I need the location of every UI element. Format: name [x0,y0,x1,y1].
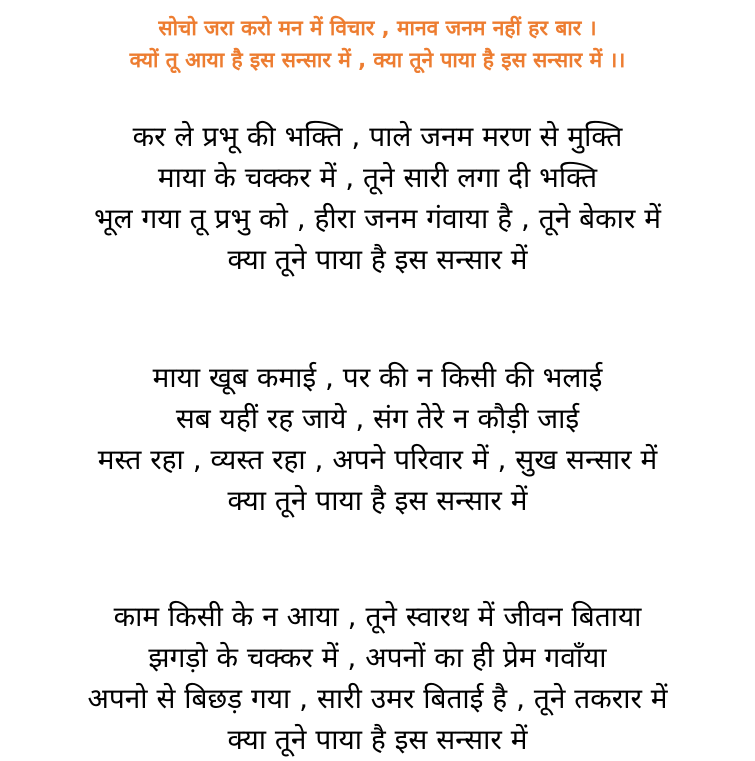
refrain-line-1: सोचो जरा करो मन में विचार , मानव जनम नहीं हर बार । [158,16,597,40]
stanza-1 [0,116,755,280]
stanza-3 [0,596,755,760]
stanza-2-line-3: मस्त रहा , व्यस्त रहा , अपने परिवार में , सुख सन्सार में [97,443,658,476]
stanza-1-line-2: माया के चक्कर में , तूने सारी लगा दी भक्ति [157,161,598,194]
stanza-3-line-2: झगड़ो के चक्कर में , अपनों का ही प्रेम गवाँया [148,641,607,674]
stanza-1-line-3: भूल गया तू प्रभु को , हीरा जनम गंवाया है , तूने बेकार में [93,202,662,235]
stanza-3-line-3: अपनो से बिछड़ गया , सारी उमर बिताई है , तूने तकरार में [87,682,668,715]
refrain-line-2: क्यों तू आया है इस सन्सार में , क्या तूने पाया है इस सन्सार में ।। [129,48,626,72]
stanza-1-line-4: क्या तूने पाया है इस सन्सार में [227,243,528,276]
stanza-2-line-4: क्या तूने पाया है इस सन्सार में [227,484,528,517]
stanza-3-line-4: क्या तूने पाया है इस सन्सार में [227,723,528,756]
refrain [0,12,755,76]
stanza-1-line-1: कर ले प्रभू की भक्ति , पाले जनम मरण से मुक्ति [132,120,623,153]
stanza-2-line-2: सब यहीं रह जाये , संग तेरे न कौड़ी जाई [175,402,580,435]
stanza-3-line-1: काम किसी के न आया , तूने स्वारथ में जीवन बिताया [113,600,642,633]
stanza-2-line-1: माया खूब कमाई , पर की न किसी की भलाई [152,361,603,394]
stanza-2 [0,357,755,521]
